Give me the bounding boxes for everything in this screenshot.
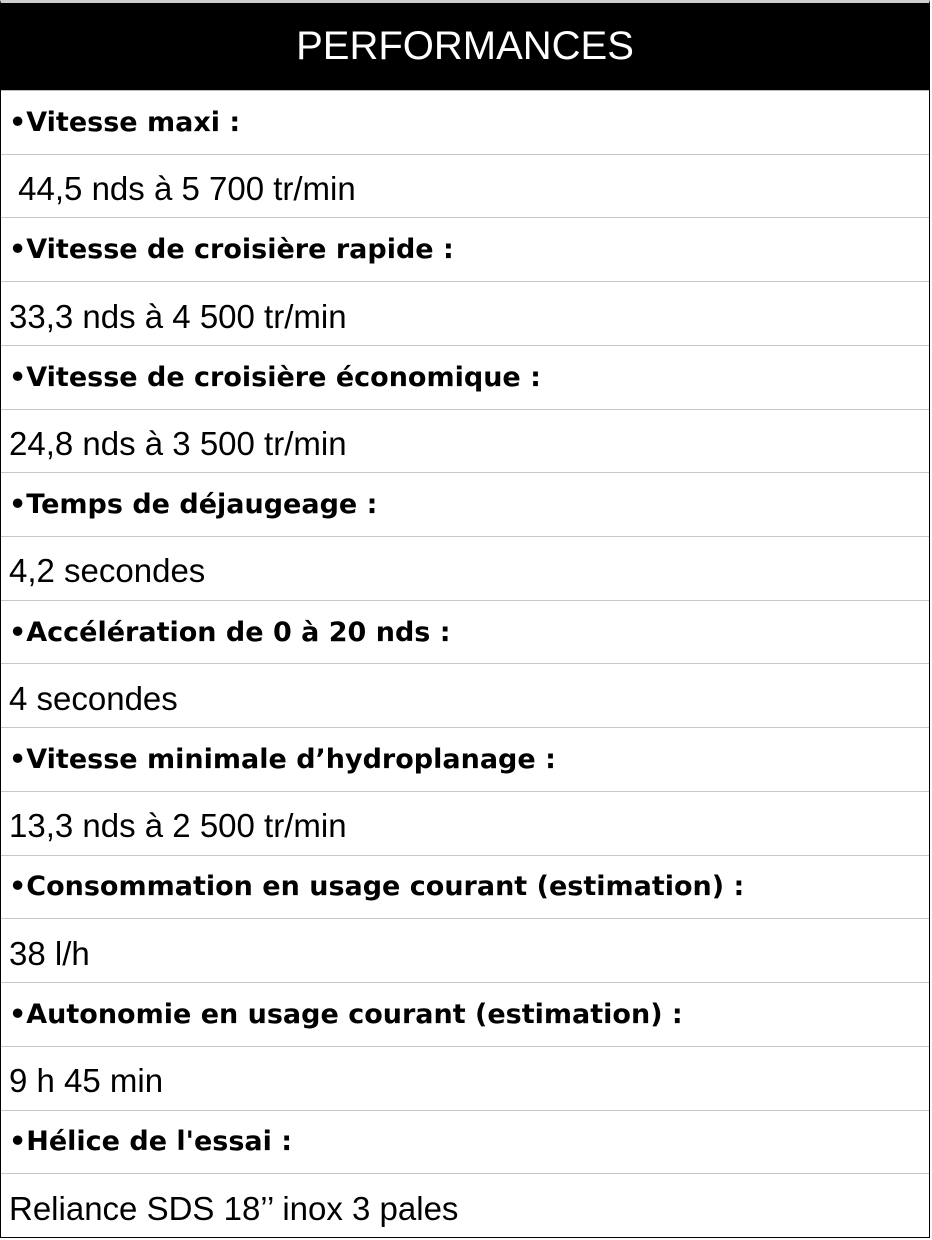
value-consumption: 38 l/h	[9, 934, 90, 972]
value-row-propeller	[1, 1174, 929, 1237]
value-planing-time: 4,2 secondes	[9, 552, 206, 590]
label-eco-cruise: •Vitesse de croisière économique :	[9, 361, 541, 393]
value-row-range	[1, 1047, 929, 1111]
value-range: 9 h 45 min	[9, 1062, 164, 1100]
label-row-max-speed	[1, 91, 929, 155]
label-row-acceleration	[1, 601, 929, 665]
label-propeller: •Hélice de l'essai :	[9, 1126, 293, 1158]
label-acceleration: •Accélération de 0 à 20 nds :	[9, 616, 451, 648]
value-row-eco-cruise	[1, 410, 929, 474]
label-row-range	[1, 983, 929, 1047]
value-min-planing-speed: 13,3 nds à 2 500 tr/min	[9, 807, 347, 845]
value-propeller: Reliance SDS 18’’ inox 3 pales	[9, 1189, 459, 1227]
label-row-fast-cruise	[1, 218, 929, 282]
label-min-planing-speed: •Vitesse minimale d’hydroplanage :	[9, 744, 556, 776]
value-row-consumption	[1, 919, 929, 983]
value-eco-cruise: 24,8 nds à 3 500 tr/min	[9, 424, 347, 462]
label-planing-time: •Temps de déjaugeage :	[9, 489, 378, 521]
label-max-speed: •Vitesse maxi :	[9, 106, 241, 138]
label-row-eco-cruise	[1, 346, 929, 410]
label-row-propeller	[1, 1111, 929, 1175]
value-row-planing-time	[1, 537, 929, 601]
label-row-planing-time	[1, 473, 929, 537]
value-acceleration: 4 secondes	[9, 679, 178, 717]
value-row-min-planing-speed	[1, 792, 929, 856]
label-row-min-planing-speed	[1, 728, 929, 792]
value-row-acceleration	[1, 664, 929, 728]
label-range: •Autonomie en usage courant (estimation) :	[9, 998, 683, 1030]
table-title: PERFORMANCES	[1, 3, 929, 91]
label-row-consumption	[1, 856, 929, 920]
value-row-fast-cruise	[1, 282, 929, 346]
value-max-speed: 44,5 nds à 5 700 tr/min	[9, 170, 356, 208]
value-row-max-speed	[1, 155, 929, 219]
value-fast-cruise: 33,3 nds à 4 500 tr/min	[9, 297, 347, 335]
label-fast-cruise: •Vitesse de croisière rapide :	[9, 234, 454, 266]
label-consumption: •Consommation en usage courant (estimation) :	[9, 871, 745, 903]
